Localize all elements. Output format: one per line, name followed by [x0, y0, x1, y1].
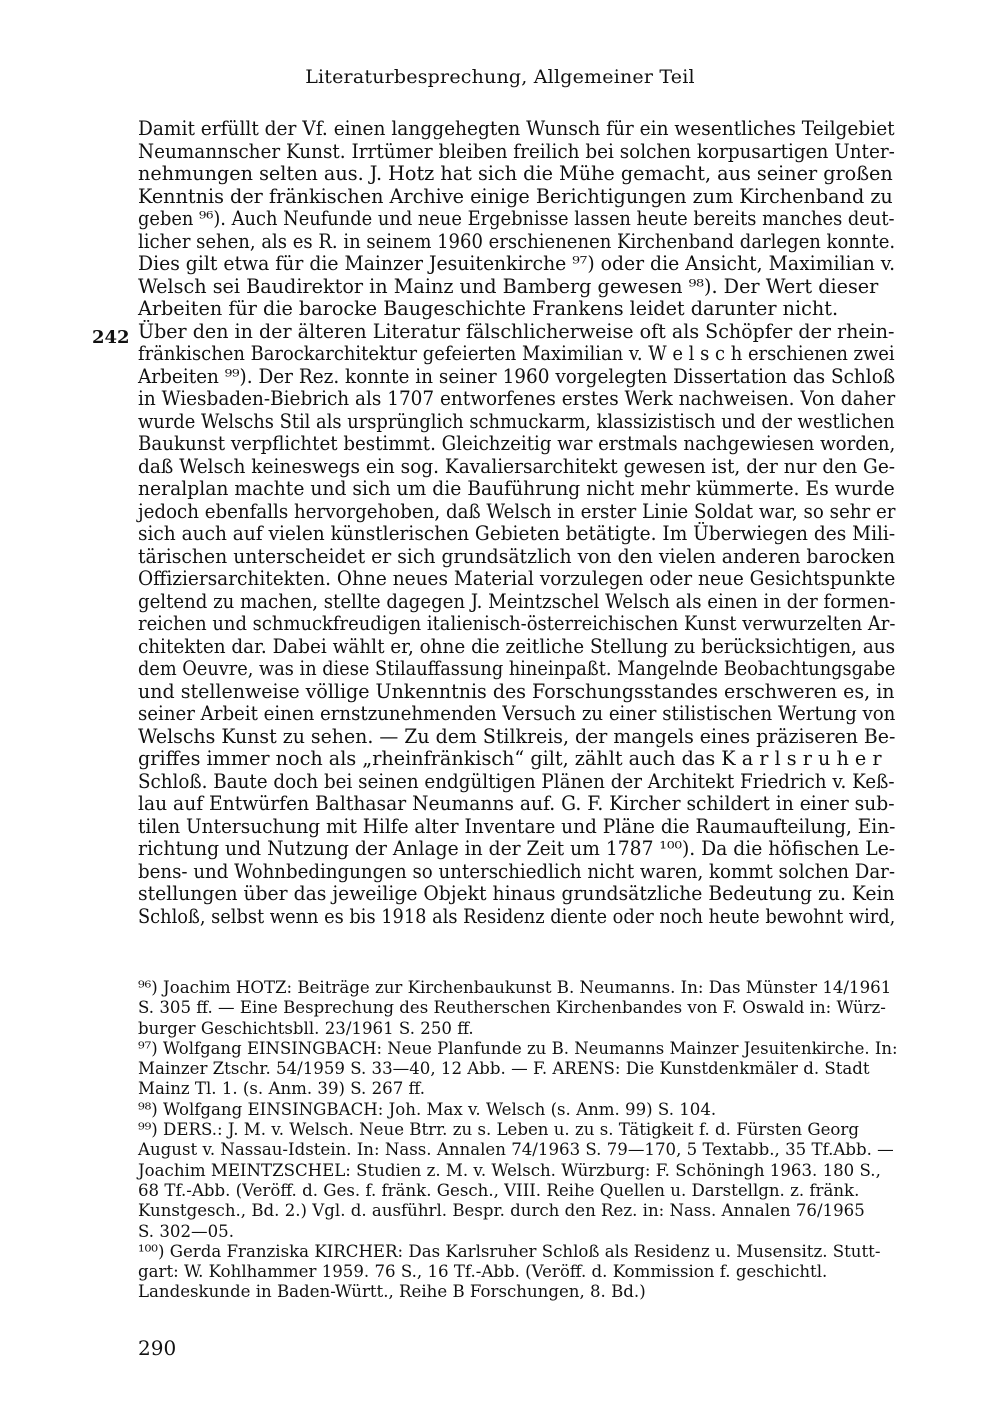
running-head: Literaturbesprechung, Allgemeiner Teil [305, 66, 695, 88]
body-line: daß Welsch keineswegs ein sog. Kavaliersarchitekt gewesen ist, der nur den Ge- [138, 454, 896, 478]
footnote-line: Joachim MEINTZSCHEL: Studien z. M. v. Welsch. Würzburg: F. Schöningh 1963. 180 S., [138, 1160, 881, 1180]
body-line: Über den in der älteren Literatur fälschlicherweise oft als Schöpfer der rhein- [138, 319, 895, 343]
body-line: Welschs Kunst zu sehen. — Zu dem Stilkreis, der mangels eines präziseren Be- [138, 724, 896, 748]
body-line: stellungen über das jeweilige Objekt hinaus grundsätzliche Bedeutung zu. Kein [138, 882, 895, 905]
body-line: bens- und Wohnbedingungen so unterschiedlich nicht waren, kommt solchen Dar- [138, 859, 896, 883]
body-line: tärischen unterscheidet er sich grundsätzlich von den vielen anderen barocken [138, 544, 896, 568]
page-number: 290 [138, 1336, 177, 1360]
footnote-line: August v. Nassau-Idstein. In: Nass. Annalen 74/1963 S. 79—170, 5 Textabb., 35 Tf.Abb. — [138, 1140, 894, 1160]
body-line: licher sehen, als es R. in seinem 1960 erschienenen Kirchenband darlegen konnte. [138, 229, 896, 253]
body-line: Baukunst verpflichtet bestimmt. Gleichzeitig war erstmals nachgewiesen worden, [138, 432, 896, 455]
footnote-line: ⁹⁹) DERS.: J. M. v. Welsch. Neue Btrr. zu s. Leben u. zu s. Tätigkeit f. d. Fürsten Georg [138, 1120, 859, 1140]
body-line: Schloß, selbst wenn es bis 1918 als Residenz diente oder noch heute bewohnt wird, [138, 904, 896, 928]
footnote-line: ⁹⁶) Joachim HOTZ: Beiträge zur Kirchenbaukunst B. Neumanns. In: Das Münster 14/1961 [138, 978, 892, 997]
footnote-line: ¹⁰⁰) Gerda Franziska KIRCHER: Das Karlsruher Schloß als Residenz u. Musensitz. Stutt- [138, 1241, 881, 1261]
body-line: chitekten dar. Dabei wählt er, ohne die zeitliche Stellung zu berücksichtigen, aus [138, 634, 896, 658]
body-line: Arbeiten für die barocke Baugeschichte Frankens leidet darunter nicht. [138, 297, 839, 320]
body-line: und stellenweise völlige Unkenntnis des Forschungsstandes erschweren es, in [138, 679, 895, 703]
body-line: Kenntnis der fränkischen Archive einige Berichtigungen zum Kirchenband zu [138, 184, 893, 208]
body-line: fränkischen Barockarchitektur gefeierten Maximilian v. W e l s c h erschienen zwei [138, 342, 895, 365]
body-line: Neumannscher Kunst. Irrtümer bleiben freilich bei solchen korpusartigen Unter- [138, 139, 895, 163]
body-line: Arbeiten ⁹⁹). Der Rez. konnte in seiner 1960 vorgelegten Dissertation das Schloß [138, 364, 896, 388]
footnote-line: ⁹⁷) Wolfgang EINSINGBACH: Neue Planfunde zu B. Neumanns Mainzer Jesuitenkirche. In: [138, 1038, 898, 1058]
body-line: jedoch ebenfalls hervorgehoben, daß Welsch in erster Linie Soldat war, so sehr er [138, 499, 896, 523]
footnote-line: gart: W. Kohlhammer 1959. 76 S., 16 Tf.-Abb. (Veröff. d. Kommission f. geschichtl. [138, 1262, 828, 1282]
footnote-line: S. 302—05. [138, 1221, 234, 1241]
body-line: tilen Untersuchung mit Hilfe alter Inventare und Pläne die Raumaufteilung, Ein- [138, 814, 896, 838]
footnote-line: Landeskunde in Baden-Württ., Reihe B Forschungen, 8. Bd.) [138, 1282, 646, 1302]
body-line: in Wiesbaden-Biebrich als 1707 entworfenes erstes Werk nachweisen. Von daher [138, 387, 896, 410]
body-line: Welsch sei Baudirektor in Mainz und Bamberg gewesen ⁹⁸). Der Wert dieser [138, 274, 879, 298]
body-line: Damit erfüllt der Vf. einen langgehegten Wunsch für ein wesentliches Teilgebiet [138, 117, 895, 140]
footnote-line: Mainz Tl. 1. (s. Anm. 39) S. 267 ff. [138, 1079, 426, 1099]
footnote-line: Kunstgesch., Bd. 2.) Vgl. d. ausführl. Bespr. durch den Rez. in: Nass. Annalen 76/1965 [138, 1201, 865, 1221]
body-line: griffes immer noch als „rheinfränkisch“ gilt, zählt auch das K a r l s r u h e r [138, 747, 882, 770]
footnotes [138, 978, 898, 1303]
body-line: dem Oeuvre, was in diese Stilauffassung hineinpaßt. Mangelnde Beobachtungsgabe [138, 657, 896, 680]
body-line: wurde Welschs Stil als ursprünglich schmuckarm, klassizistisch und der westlichen [138, 409, 895, 433]
margin-number: 242 [92, 327, 130, 348]
body-line: sich auch auf vielen künstlerischen Gebieten betätigte. Im Überwiegen des Mili- [138, 522, 896, 545]
body-text [138, 118, 895, 928]
body-line: seiner Arbeit einen ernstzunehmenden Versuch zu einer stilistischen Wertung von [138, 702, 896, 725]
body-line: neralplan machte und sich um die Bauführung nicht mehr kümmerte. Es wurde [138, 477, 895, 500]
footnote-line: ⁹⁸) Wolfgang EINSINGBACH: Joh. Max v. Welsch (s. Anm. 99) S. 104. [138, 1099, 717, 1119]
footnote-line: S. 305 ff. — Eine Besprechung des Reutherschen Kirchenbandes von F. Oswald in: Würz- [138, 998, 886, 1018]
body-line: geben ⁹⁶). Auch Neufunde und neue Ergebnisse lassen heute bereits manches deut- [138, 207, 895, 230]
body-line: reichen und schmuckfreudigen italienisch-österreichischen Kunst verwurzelten Ar- [138, 612, 896, 635]
body-line: lau auf Entwürfen Balthasar Neumanns auf. G. F. Kircher schildert in einer sub- [138, 792, 895, 815]
footnote-line: 68 Tf.-Abb. (Veröff. d. Ges. f. fränk. Gesch., VIII. Reihe Quellen u. Darstellgn. z. fränk. [138, 1180, 860, 1200]
body-line: geltend zu machen, stellte dagegen J. Meintzschel Welsch als einen in der formen- [138, 589, 896, 613]
footnote-line: Mainzer Ztschr. 54/1959 S. 33—40, 12 Abb. — F. ARENS: Die Kunstdenkmäler d. Stadt [138, 1059, 870, 1079]
body-line: richtung und Nutzung der Anlage in der Zeit um 1787 ¹⁰⁰). Da die höfischen Le- [138, 837, 896, 860]
footnote-line: burger Geschichtsbll. 23/1961 S. 250 ff. [138, 1018, 474, 1038]
body-line: Schloß. Baute doch bei seinen endgültigen Plänen der Architekt Friedrich v. Keß- [138, 769, 895, 793]
body-line: Offiziersarchitekten. Ohne neues Material vorzulegen oder neue Gesichtspunkte [138, 567, 896, 590]
body-line: Dies gilt etwa für die Mainzer Jesuitenkirche ⁹⁷) oder die Ansicht, Maximilian v. [138, 252, 896, 275]
body-line: nehmungen selten aus. J. Hotz hat sich die Mühe gemacht, aus seiner großen [138, 162, 893, 185]
